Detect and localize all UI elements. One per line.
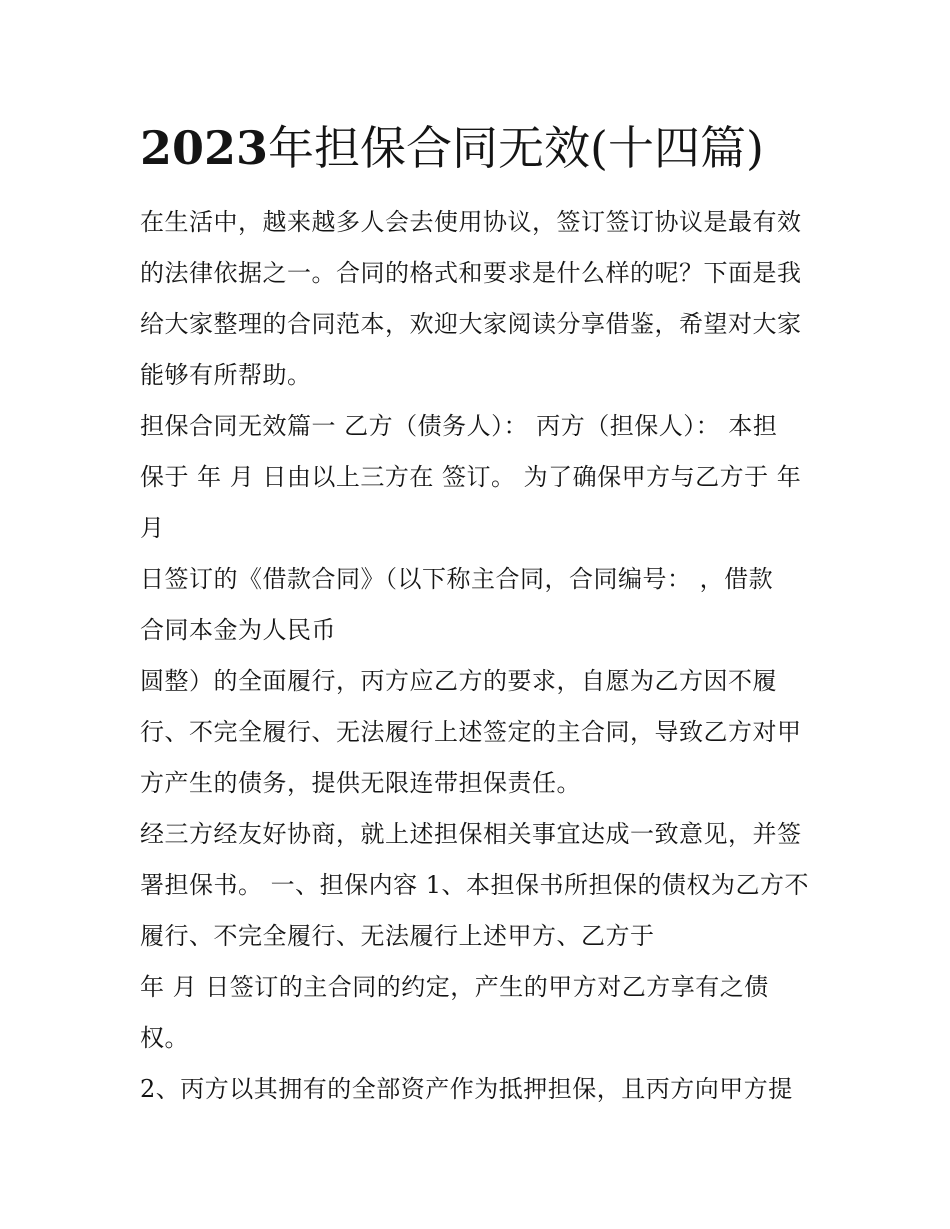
body-line: 担保合同无效篇一 乙方（债务人）： 丙方（担保人）： 本担 xyxy=(140,412,778,440)
body-line: 保于 年 月 日由以上三方在 签订。 为了确保甲方与乙方于 年 xyxy=(140,463,802,491)
body-line: 方产生的债务，提供无限连带担保责任。 xyxy=(140,769,581,797)
body-line: 2、丙方以其拥有的全部资产作为抵押担保，且丙方向甲方提 xyxy=(140,1075,793,1103)
title-text: 年担保合同无效(十四篇) xyxy=(268,121,764,175)
body-line: 年 月 日签订的主合同的约定，产生的甲方对乙方享有之债 xyxy=(140,973,769,1001)
body-line: 能够有所帮助。 xyxy=(140,361,312,389)
body-line: 月 xyxy=(140,514,165,542)
body-line: 圆整）的全面履行，丙方应乙方的要求，自愿为乙方因不履 xyxy=(140,667,777,695)
document-title xyxy=(140,118,820,178)
body-line: 权。 xyxy=(140,1024,189,1052)
document-body xyxy=(140,197,820,1115)
body-line: 在生活中，越来越多人会去使用协议，签订签订协议是最有效 xyxy=(140,208,802,236)
body-line: 合同本金为人民币 xyxy=(140,616,336,644)
body-line: 署担保书。 一、担保内容 1、本担保书所担保的债权为乙方不 xyxy=(140,871,810,899)
body-line: 日签订的《借款合同》（以下称主合同，合同编号： ，借款 xyxy=(140,565,774,593)
body-line: 行、不完全履行、无法履行上述签定的主合同，导致乙方对甲 xyxy=(140,718,802,746)
body-line: 履行、不完全履行、无法履行上述甲方、乙方于 xyxy=(140,922,655,950)
body-line: 的法律依据之一。合同的格式和要求是什么样的呢？下面是我 xyxy=(140,259,802,287)
title-year: 2023 xyxy=(140,121,269,175)
body-line: 给大家整理的合同范本，欢迎大家阅读分享借鉴，希望对大家 xyxy=(140,310,802,338)
body-line: 经三方经友好协商，就上述担保相关事宜达成一致意见，并签 xyxy=(140,820,802,848)
